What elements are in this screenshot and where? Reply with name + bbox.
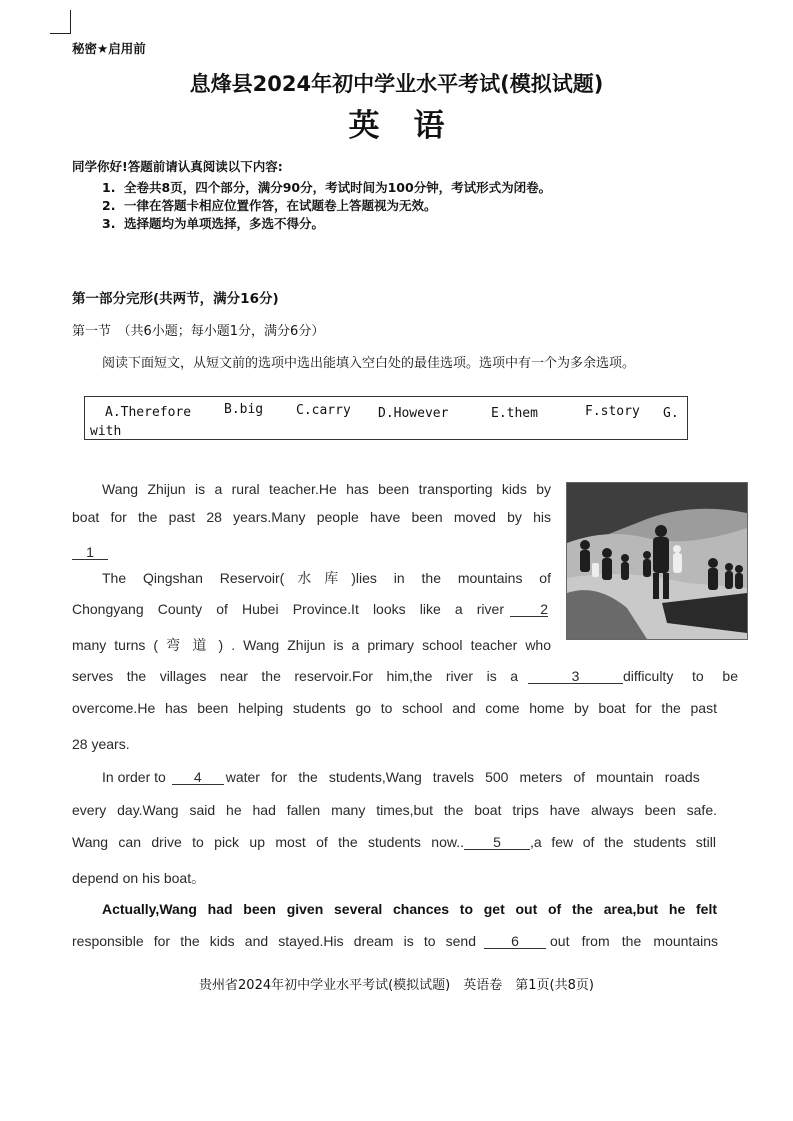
passage-line: Wang can drive to pick up most of the students now.. 5 ,a few of the students still: [72, 834, 716, 850]
option-f: F.story: [585, 404, 640, 419]
option-g-continued: with: [90, 424, 122, 439]
passage-line: many turns ( 弯 道 ) . Wang Zhijun is a primary school teacher who: [72, 637, 551, 653]
blank-3[interactable]: 3: [528, 669, 623, 684]
corner-mark-vertical: [70, 10, 71, 34]
option-g: G.: [663, 406, 679, 421]
part-title: 第一部分完形(共两节，满分16分): [72, 291, 279, 307]
blank-1[interactable]: 1: [72, 545, 108, 560]
passage-line: every day.Wang said he had fallen many times,but the boat trips have always been safe.: [72, 802, 717, 818]
passage-line: overcome.He has been helping students go to school and come home by boat for the past: [72, 700, 717, 716]
instruction-item: 1. 全卷共8页，四个部分，满分90分，考试时间为100分钟，考试形式为闭卷。: [102, 180, 552, 195]
instruction-item: 2. 一律在答题卡相应位置作答，在试题卷上答题视为无效。: [102, 198, 437, 213]
secret-label: 秘密★启用前: [72, 41, 146, 56]
passage-line: depend on his boat。: [72, 870, 206, 886]
boat-photo-illustration: [567, 483, 747, 639]
passage-line: Actually,Wang had been given several chances to get out of the area,but he felt: [102, 901, 717, 917]
subject-title: 英语: [348, 108, 479, 144]
blank-4[interactable]: 4: [172, 770, 224, 785]
passage-line: [72, 544, 108, 560]
passage-line: responsible for the kids and stayed.His dream is to send 6 out from the mountains: [72, 933, 718, 949]
option-d: D.However: [378, 406, 449, 421]
option-e: E.them: [491, 406, 538, 421]
option-a: A.Therefore: [105, 405, 192, 420]
passage-line: The Qingshan Reservoir(水库)lies in the mountains of: [102, 570, 551, 586]
passage-photo: [566, 482, 748, 640]
page-footer: 贵州省2024年初中学业水平考试(模拟试题) 英语卷 第1页(共8页): [199, 978, 594, 993]
passage-line: In order to 4 water for the students,Wang travels 500 meters of mountain roads: [102, 769, 700, 785]
passage-line: Chongyang County of Hubei Province.It looks like a river 2: [72, 601, 548, 617]
section-direction: 阅读下面短文，从短文前的选项中选出能填入空白处的最佳选项。选项中有一个为多余选项。: [102, 356, 636, 371]
option-b: B.big: [224, 402, 264, 417]
instructions-greeting: 同学你好!答题前请认真阅读以下内容:: [72, 159, 283, 174]
instruction-item: 3. 选择题均为单项选择，多选不得分。: [102, 216, 325, 231]
options-box: [84, 396, 688, 440]
blank-2[interactable]: 2: [510, 602, 548, 617]
passage-line: serves the villages near the reservoir.For him,the river is a 3 difficulty to be: [72, 668, 738, 684]
blank-6[interactable]: 6: [484, 934, 546, 949]
option-c: C.carry: [296, 403, 351, 418]
corner-mark-horizontal: [50, 33, 71, 34]
exam-title: 息烽县2024年初中学业水平考试(模拟试题): [189, 72, 604, 96]
passage-line: Wang Zhijun is a rural teacher.He has been transporting kids by: [102, 481, 551, 497]
section-title: 第一节 （共6小题；每小题1分，满分6分）: [72, 324, 325, 339]
passage-line: boat for the past 28 years.Many people have been moved by his: [72, 509, 551, 525]
blank-5[interactable]: 5: [464, 835, 530, 850]
passage-line: 28 years.: [72, 736, 130, 752]
